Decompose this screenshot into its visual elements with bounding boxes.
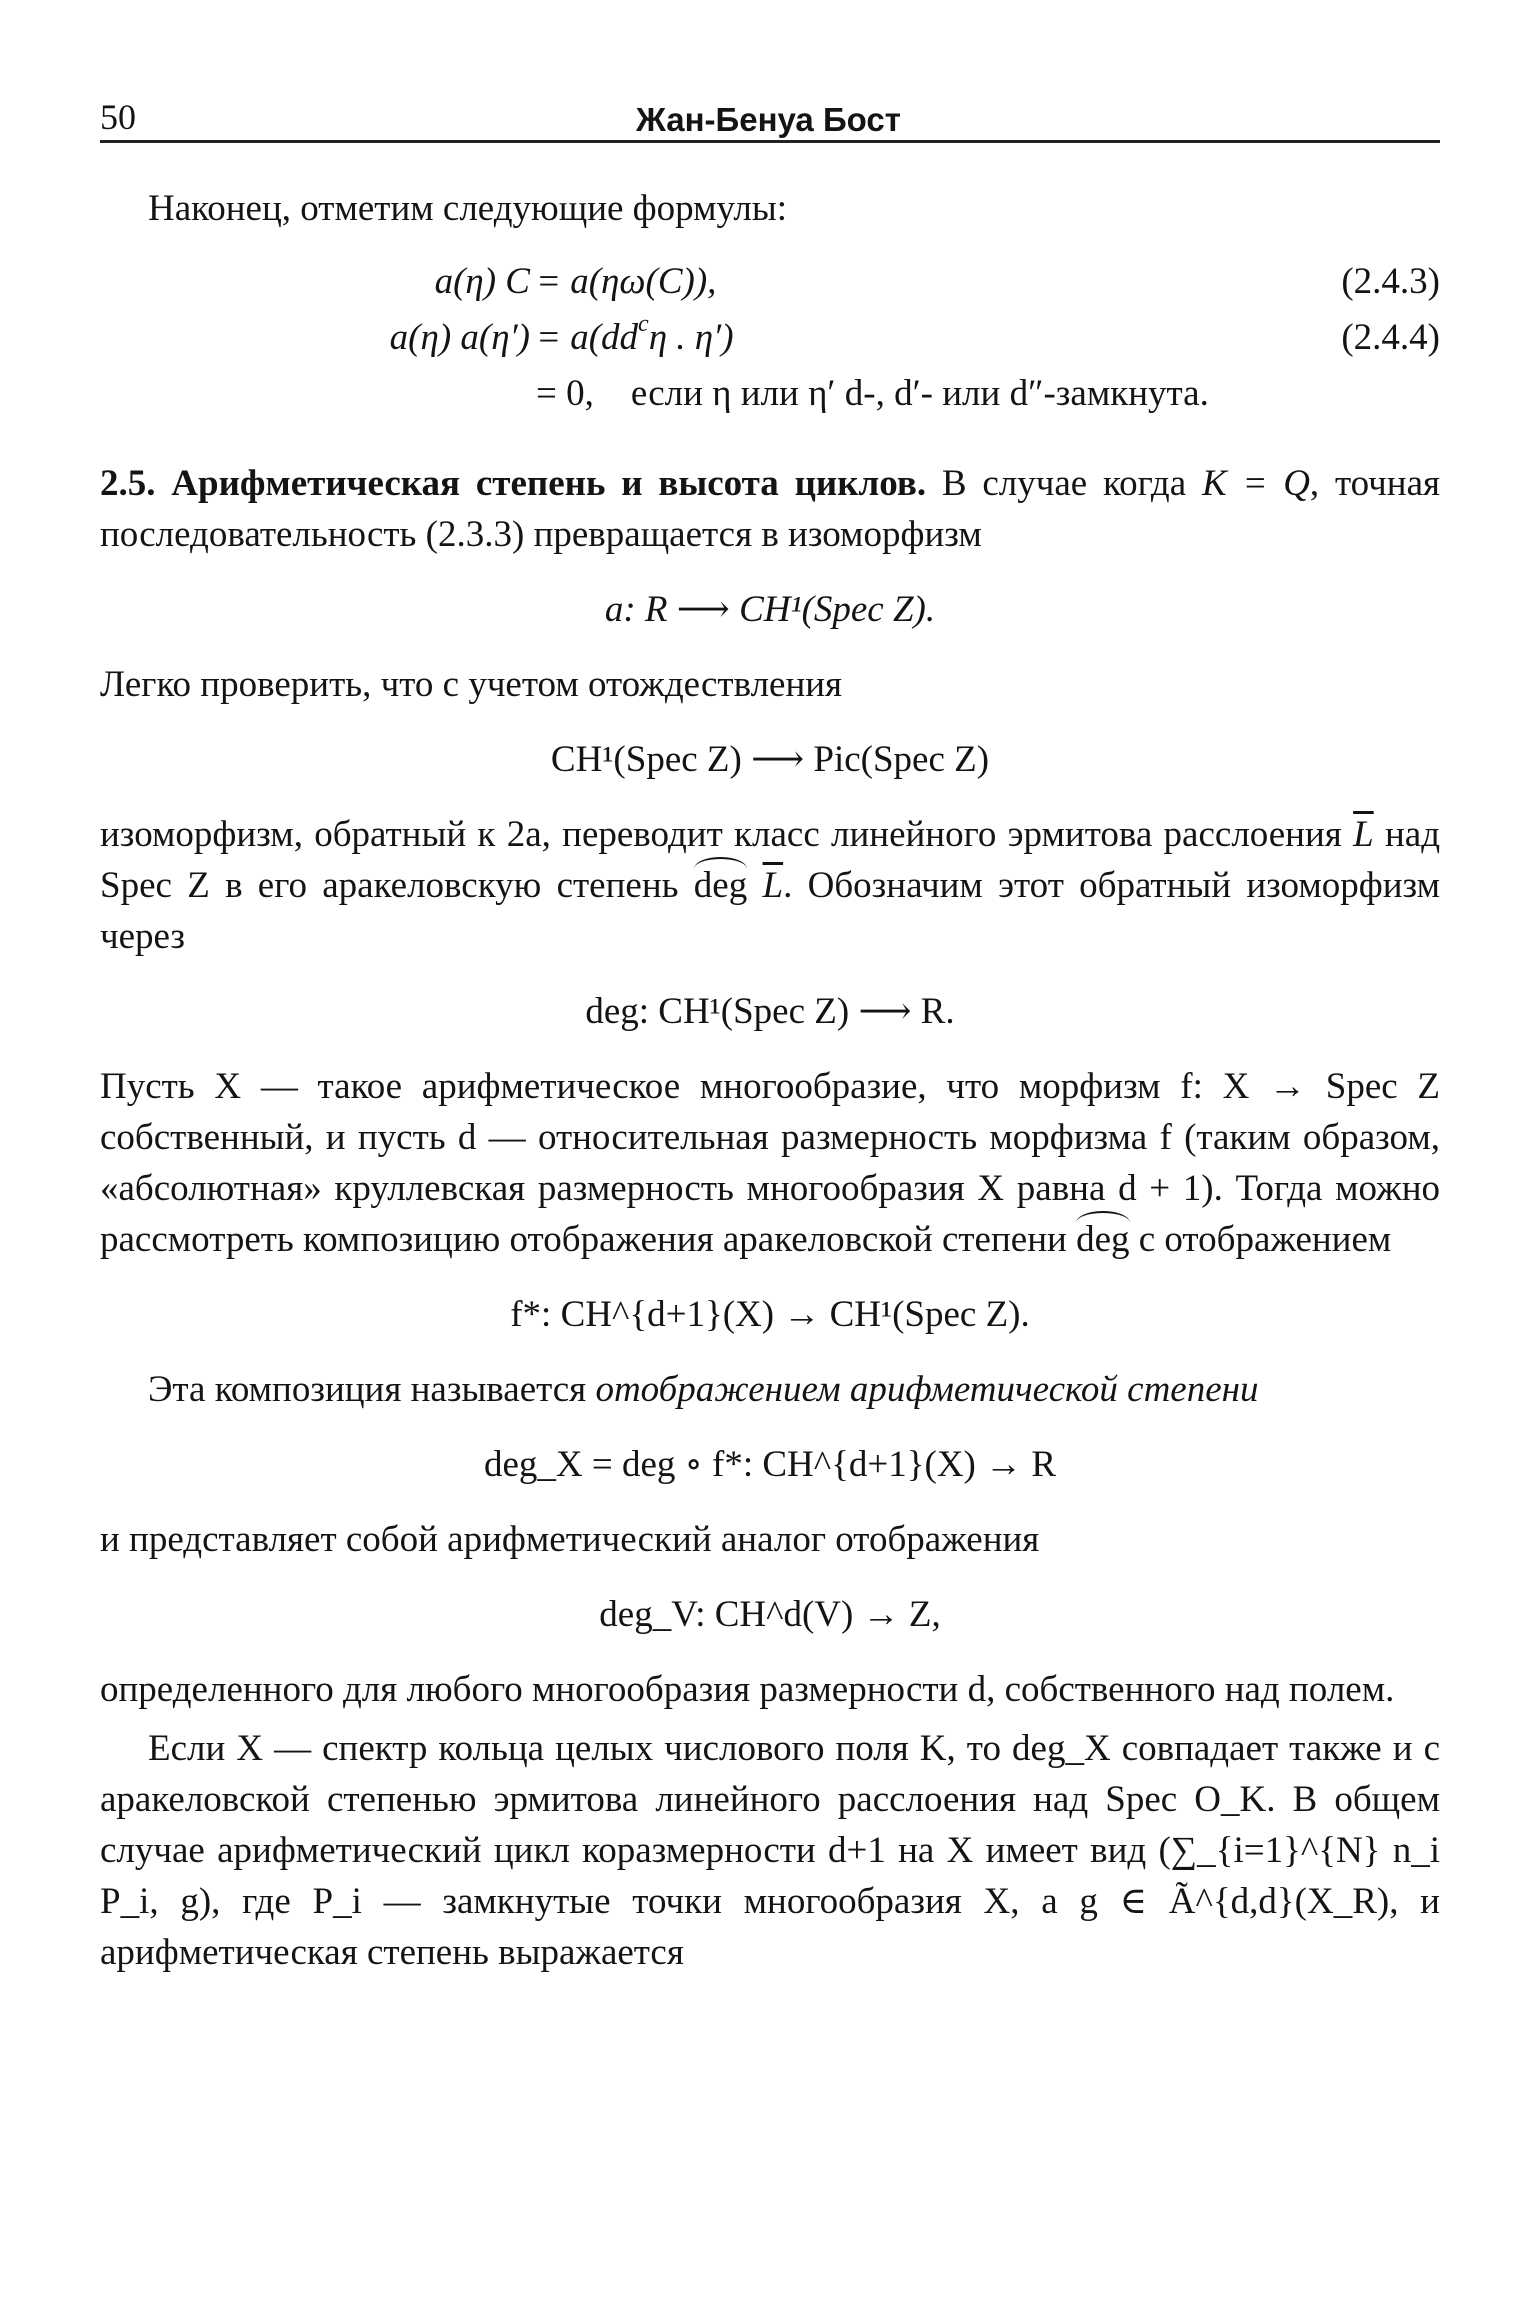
section-paragraph: 2.5. Арифметическая степень и высота циклов. В случае когда K = Q, точная последовательность (2.3.3) превращается в изоморфизм: [100, 463, 1441, 555]
page: [100, 88, 1440, 1978]
equation-2-4-4: [100, 312, 1440, 368]
page-number: 50: [100, 97, 136, 137]
display-formula-6: deg_V: CH^d(V) → Z,: [599, 1594, 941, 1635]
paragraph: и представляет собой арифметический аналог отображения: [100, 1519, 1040, 1560]
display-formula-5: deg_X = deg ∘ f*: CH^{d+1}(X) → R: [483, 1444, 1057, 1485]
running-header: [100, 88, 1440, 143]
eq-lhs: a(η) a(η′): [389, 317, 530, 358]
equation-number: (2.4.4): [1341, 317, 1440, 358]
equation-2-4-3: [100, 256, 1440, 312]
formula-block: [100, 256, 1440, 424]
eq-rhs: = 0, если η или η′ d-, d′- или d″-замкнута.: [536, 373, 1209, 414]
paragraph: Легко проверить, что с учетом отождествления: [100, 664, 843, 705]
paragraph: Если X — спектр кольца целых числового поля K, то deg_X совпадает также и с аракеловской степенью эрмитова линейного расслоения над Spec O_K. В общем случае арифметический цикл коразмерности d+1 на X имеет вид (∑_{i=1}^{N} n_i P_i, g), где P_i — замкнутые точки многообразия X, а g ∈ Ã^{d,d}(X_R), и арифметическая степень выражается: [100, 1728, 1440, 1973]
eq-lhs: a(η) C: [434, 261, 530, 302]
paragraph: Пусть X — такое арифметическое многообразие, что морфизм f: X → Spec Z собственный, и пусть d — относительная размерность морфизма f (таким образом, «абсолютная» круллевская размерность многообразия X равна d + 1). Тогда можно рассмотреть композицию отображения аракеловской степени deg с отображением: [100, 1061, 1440, 1265]
paragraph: определенного для любого многообразия размерности d, собственного над полем.: [100, 1669, 1395, 1710]
equation-condition: [100, 368, 1440, 424]
eq-rhs: = $a(dd^c\eta$ . η′): [536, 311, 734, 358]
condition-text: если η или η′ d-, d′- или d″-замкнута.: [630, 373, 1209, 414]
intro-line: Наконец, отметим следующие формулы:: [148, 188, 787, 229]
eq-rhs: = a(ηω(C)),: [536, 261, 717, 302]
display-formula-4: f*: CH^{d+1}(X) → CH¹(Spec Z).: [510, 1294, 1030, 1335]
display-formula-1: a: R ⟶ CH¹(Spec Z).: [604, 589, 936, 630]
section-number: 2.5.: [100, 463, 156, 504]
equation-number: (2.4.3): [1341, 261, 1440, 302]
section-title: Арифметическая степень и высота циклов.: [171, 463, 927, 504]
display-formula-2: CH¹(Spec Z) ⟶ Pic(Spec Z): [550, 739, 990, 780]
paragraph: Эта композиция называется отображением арифметической степени: [148, 1369, 1259, 1410]
paragraph: изоморфизм, обратный к 2a, переводит класс линейного эрмитова расслоения $\overline{L}$ над Spec Z в его аракеловскую степень deg $\overline{L}$. Обозначим этот обратный изоморфизм через: [100, 814, 1441, 957]
running-title: Жан-Бенуа Бост: [636, 101, 901, 138]
display-formula-3: deg: CH¹(Spec Z) ⟶ R.: [585, 991, 955, 1032]
